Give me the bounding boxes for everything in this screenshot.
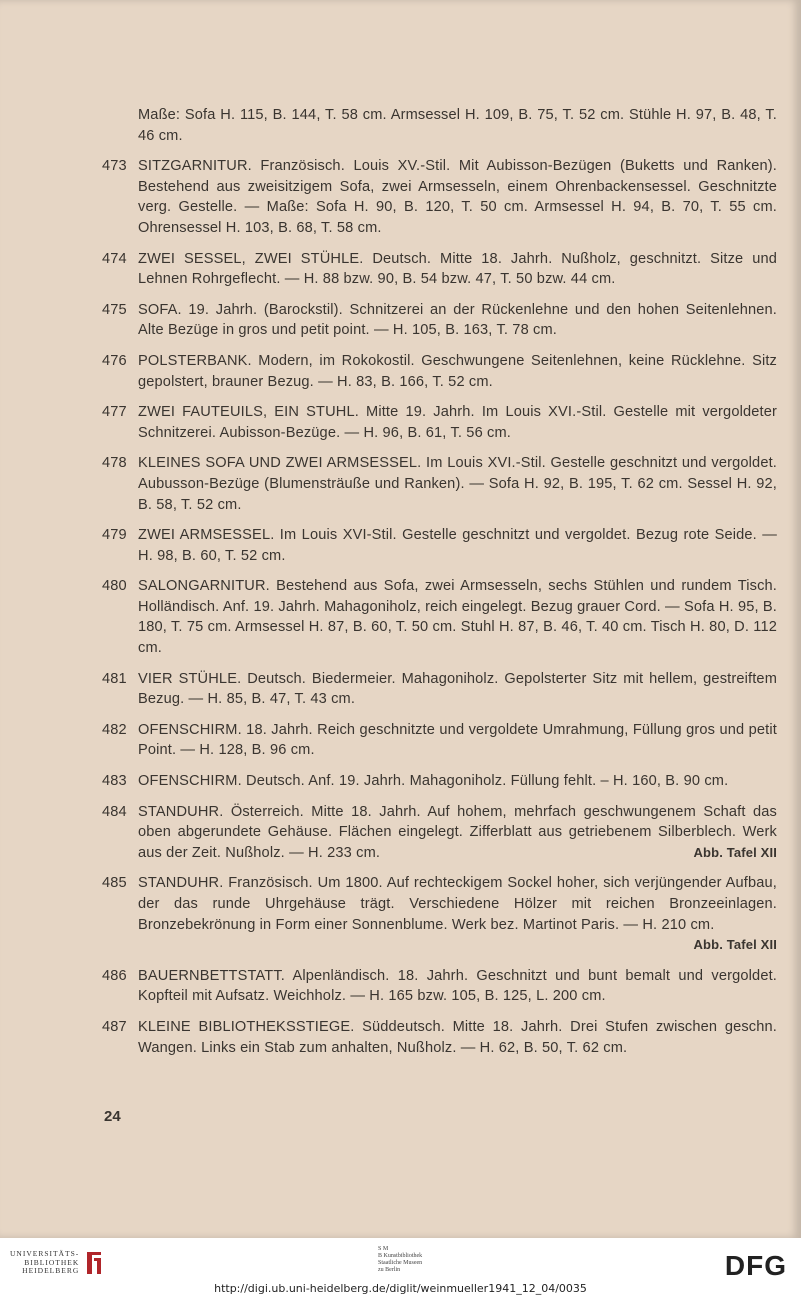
center-line-4: zu Berlin	[378, 1267, 401, 1273]
catalogue-entry	[102, 249, 777, 290]
catalogue-entry	[102, 525, 777, 566]
catalogue-entry	[102, 1017, 777, 1058]
ub-line-3: HEIDELBERG	[22, 1266, 80, 1276]
entry-number: 474	[102, 250, 127, 267]
entry-text	[138, 402, 777, 443]
entry-description: KLEINE BIBLIOTHEKSSTIEGE. Süddeutsch. Mitte 18. Jahrh. Drei Stufen zwischen geschn. Wangen. Links ein Stab zum anhalten, Nußholz. — H. 62, B. 50, T. 62 cm.	[138, 1018, 777, 1056]
catalogue-entry	[102, 669, 777, 710]
entry-text	[138, 351, 777, 392]
entry-text	[138, 873, 777, 955]
catalogue-entry	[102, 576, 777, 658]
entry-description: STANDUHR. Französisch. Um 1800. Auf rechteckigem Sockel hoher, sich verjüngender Aufbau, der das runde Uhrgehäuse trägt. Verschiedene Hölzer mit reichen Bronzeeinlagen. Bronzebekrönung in Form einer Sonnenblume. Werk bez. Martinot Paris. — H. 210 cm.	[138, 875, 777, 933]
center-line-2: B Kunstbibliothek	[378, 1253, 423, 1259]
plate-reference: Abb. Tafel XII	[693, 937, 777, 953]
catalogue-entry	[102, 720, 777, 761]
plate-reference: Abb. Tafel XII	[693, 844, 777, 860]
entry-number: 477	[102, 404, 127, 421]
entry-number: 486	[102, 967, 127, 984]
entry-number: 478	[102, 455, 127, 472]
page-url-link[interactable]: http://digi.ub.uni-heidelberg.de/diglit/weinmueller1941_12_04/0035	[214, 1282, 587, 1295]
entry-number: 475	[102, 301, 127, 318]
catalogue-entry	[102, 802, 777, 864]
entry-number: 485	[102, 875, 127, 892]
entry-text	[138, 453, 777, 515]
catalogue-entry	[102, 156, 777, 238]
entry-description: STANDUHR. Österreich. Mitte 18. Jahrh. Auf hohem, mehrfach geschwungenem Schaft das oben abgerundete Gehäuse. Flächen eingelegt. Zifferblatt aus getriebenem Silberblech. Werk aus der Zeit. Nußholz. — H. 233 cm.	[138, 803, 777, 861]
entry-number: 476	[102, 352, 127, 369]
catalogue-entry	[102, 351, 777, 392]
entry-description: SOFA. 19. Jahrh. (Barockstil). Schnitzerei an der Rückenlehne und den hohen Seitenlehnen. Alte Bezüge in gros und petit point. — H. 105, B. 163, T. 78 cm.	[138, 301, 777, 339]
ub-emblem-icon	[83, 1248, 105, 1278]
entry-number: 484	[102, 803, 127, 820]
entry-text	[138, 720, 777, 761]
entry-text	[138, 300, 777, 341]
catalogue-entry	[102, 966, 777, 1007]
entry-description: BAUERNBETTSTATT. Alpenländisch. 18. Jahrh. Geschnitzt und bunt bemalt und vergoldet. Kopfteil mit Aufsatz. Weichholz. — H. 165 bzw. 105, B. 125, L. 200 cm.	[138, 967, 777, 1005]
entry-number: 487	[102, 1018, 127, 1035]
entry-text	[138, 576, 777, 658]
entry-number: 480	[102, 578, 127, 595]
entry-text	[138, 1017, 777, 1058]
entry-description: OFENSCHIRM. Deutsch. Anf. 19. Jahrh. Mahagoniholz. Füllung fehlt. – H. 160, B. 90 cm.	[138, 773, 729, 790]
ub-line-1: UNIVERSITÄTS-	[10, 1249, 80, 1259]
intro-paragraph	[102, 105, 777, 146]
center-line-3: Staatliche Museen	[378, 1260, 423, 1266]
digitization-footer	[0, 1238, 801, 1295]
entry-text	[138, 249, 777, 290]
catalogue-entry	[102, 873, 777, 955]
entry-description: ZWEI SESSEL, ZWEI STÜHLE. Deutsch. Mitte 18. Jahrh. Nußholz, geschnitzt. Sitze und Lehnen Rohrgeflecht. — H. 88 bzw. 90, B. 54 bzw. 47, T. 50 bzw. 44 cm.	[138, 250, 777, 288]
entry-description: KLEINES SOFA UND ZWEI ARMSESSEL. Im Louis XVI.-Stil. Gestelle geschnitzt und vergoldet. Aubusson-Bezüge (Blumensträuße und Ranken). — Sofa H. 92, B. 195, T. 62 cm. Sessel H. 92, B. 58, T. 52 cm.	[138, 455, 777, 513]
entry-number: 479	[102, 527, 127, 544]
dfg-logo[interactable]: DFG	[724, 1250, 787, 1281]
catalogue-text	[102, 105, 777, 1068]
entry-text	[138, 966, 777, 1007]
entry-text	[138, 525, 777, 566]
entry-text	[138, 669, 777, 710]
entry-text	[138, 802, 777, 864]
entry-number: 481	[102, 670, 127, 687]
entry-text	[138, 771, 777, 792]
ub-line-2: BIBLIOTHEK	[24, 1257, 80, 1267]
catalogue-entry	[102, 453, 777, 515]
catalogue-entry	[102, 300, 777, 341]
entry-description: VIER STÜHLE. Deutsch. Biedermeier. Mahagoniholz. Gepolsterter Sitz mit hellem, gestreiftem Bezug. — H. 85, B. 47, T. 43 cm.	[138, 670, 777, 708]
ub-heidelberg-logo[interactable]	[10, 1248, 105, 1278]
entry-description: OFENSCHIRM. 18. Jahrh. Reich geschnitzte und vergoldete Umrahmung, Füllung gros und petit Point. — H. 128, B. 96 cm.	[138, 721, 777, 759]
entry-list	[102, 156, 777, 1058]
intro-text: Maße: Sofa H. 115, B. 144, T. 58 cm. Armsessel H. 109, B. 75, T. 52 cm. Stühle H. 97, B. 48, T. 46 cm.	[138, 107, 777, 144]
entry-description: SITZGARNITUR. Französisch. Louis XV.-Stil. Mit Aubisson-Bezügen (Buketts und Ranken). Bestehend aus zweisitzigem Sofa, zwei Armsesseln, einem Ohrenbackensessel. Geschnitzte verg. Gestelle. — Maße: Sofa H. 90, B. 120, T. 50 cm. Armsessel H. 94, B. 70, T. 55 cm. Ohrensessel H. 103, B. 68, T. 58 cm.	[138, 158, 777, 236]
entry-text	[138, 156, 777, 238]
catalogue-entry	[102, 402, 777, 443]
entry-description: ZWEI FAUTEUILS, EIN STUHL. Mitte 19. Jahrh. Im Louis XVI.-Stil. Gestelle mit vergoldeter Schnitzerei. Aubisson-Bezüge. — H. 96, B. 61, T. 56 cm.	[138, 404, 777, 441]
kunstbibliothek-logo	[378, 1246, 422, 1274]
entry-number: 473	[102, 158, 127, 175]
entry-number: 482	[102, 721, 127, 738]
catalogue-entry	[102, 771, 777, 792]
entry-number: 483	[102, 773, 127, 790]
entry-description: ZWEI ARMSESSEL. Im Louis XVI-Stil. Gestelle geschnitzt und vergoldet. Bezug rote Seide. — H. 98, B. 60, T. 52 cm.	[138, 527, 777, 564]
entry-description: POLSTERBANK. Modern, im Rokokostil. Geschwungene Seitenlehnen, keine Rücklehne. Sitz gepolstert, brauner Bezug. — H. 83, B. 166, T. 52 cm.	[138, 352, 777, 390]
entry-description: SALONGARNITUR. Bestehend aus Sofa, zwei Armsesseln, sechs Stühlen und rundem Tisch. Holländisch. Anf. 19. Jahrh. Mahagoniholz, reich eingelegt. Bezug grauer Cord. — Sofa H. 95, B. 180, T. 75 cm. Armsessel H. 87, B. 60, T. 50 cm. Stuhl H. 87, B. 46, T. 40 cm. Tisch H. 80, D. 112 cm.	[138, 578, 777, 657]
center-line-1: S M	[378, 1246, 389, 1252]
page-number: 24	[104, 1108, 121, 1125]
